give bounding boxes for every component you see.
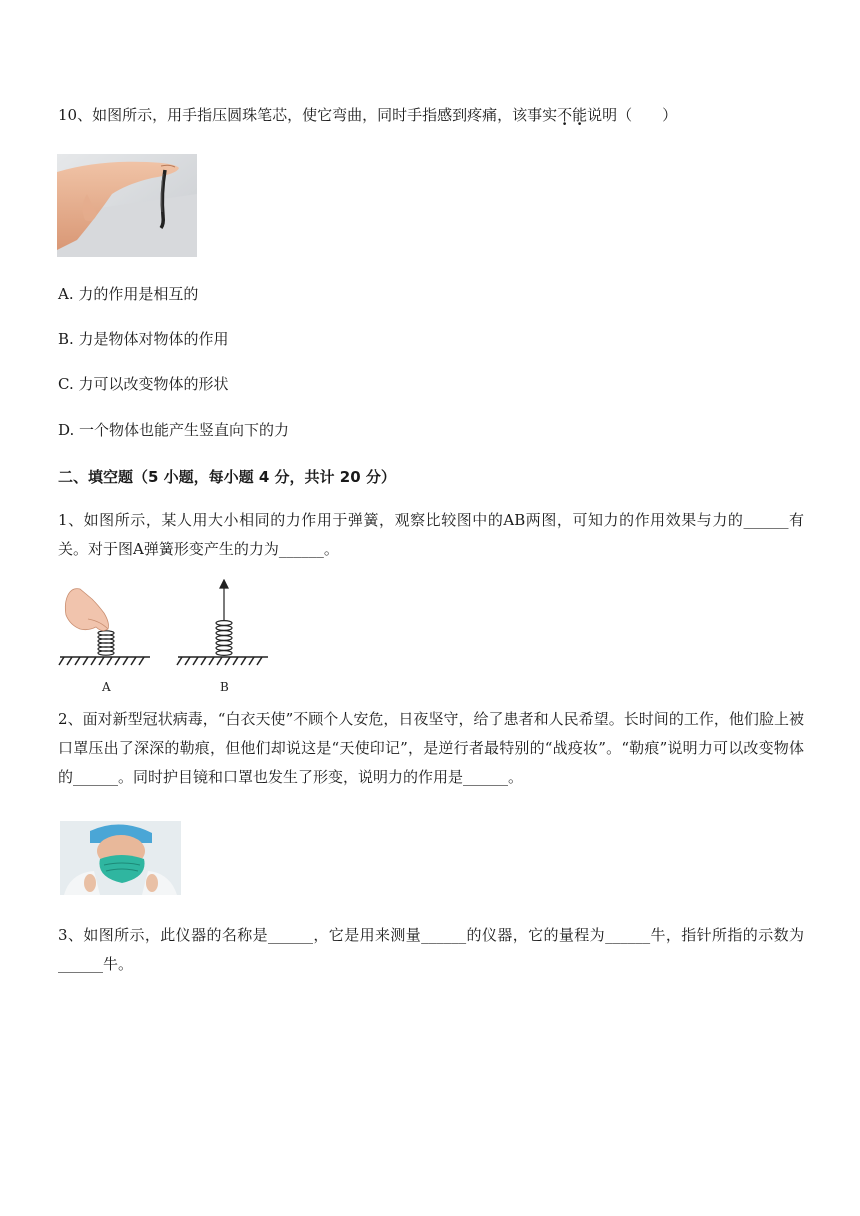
- section-title: 二、填空题（5 小题，每小题 4 分，共计 20 分）: [58, 468, 396, 486]
- ground-b: [177, 657, 268, 665]
- stretched-spring: [216, 621, 232, 656]
- fill-question-3: 3、如图所示，此仪器的名称是______，它是用来测量______的仪器，它的量程为______牛，指针所指的示数为______牛。: [58, 926, 804, 973]
- spring-diagram: [58, 579, 270, 697]
- fill-question-2: 2、面对新型冠状病毒，“白衣天使”不顾个人安危，日夜坚守，给了患者和人民希望。长时间的工作，他们脸上被口罩压出了深深的勒痕，但他们却说这是“天使印记”，是逆行者最特别的“战疫妆”。“勒痕”说明力可以改变物体的______。同时护目镜和口罩也发生了形变，说明力的作用是______。: [58, 710, 805, 786]
- question-10-text: 10、如图所示，用手指压圆珠笔芯，使它弯曲，同时手指感到疼痛，该事实: [58, 106, 558, 124]
- nurse-mask-photo: [60, 821, 181, 895]
- label-b: B: [220, 680, 229, 694]
- upward-arrow-icon: [220, 580, 228, 621]
- hand-icon: [65, 589, 108, 631]
- finger-pressing-pen-photo: [57, 154, 197, 257]
- fill-question-1: 1、如图所示，某人用大小相同的力作用于弹簧，观察比较图中的AB两图，可知力的作用效果与力的______有关。对于图A弹簧形变产生的力为______。: [58, 511, 804, 558]
- emphasis-char-2: 能: [572, 106, 588, 124]
- compressed-spring: [98, 631, 114, 655]
- ground-a: [59, 657, 150, 665]
- emphasis-char-1: 不: [557, 106, 573, 124]
- option-a: A. 力的作用是相互的: [58, 285, 199, 303]
- question-10-text-end: 说明（ ）: [587, 106, 678, 124]
- question-10-stem: [58, 104, 677, 125]
- option-c: C. 力可以改变物体的形状: [58, 375, 229, 393]
- label-a: A: [102, 680, 111, 694]
- option-d: D. 一个物体也能产生竖直向下的力: [58, 421, 290, 439]
- option-b: B. 力是物体对物体的作用: [58, 330, 229, 348]
